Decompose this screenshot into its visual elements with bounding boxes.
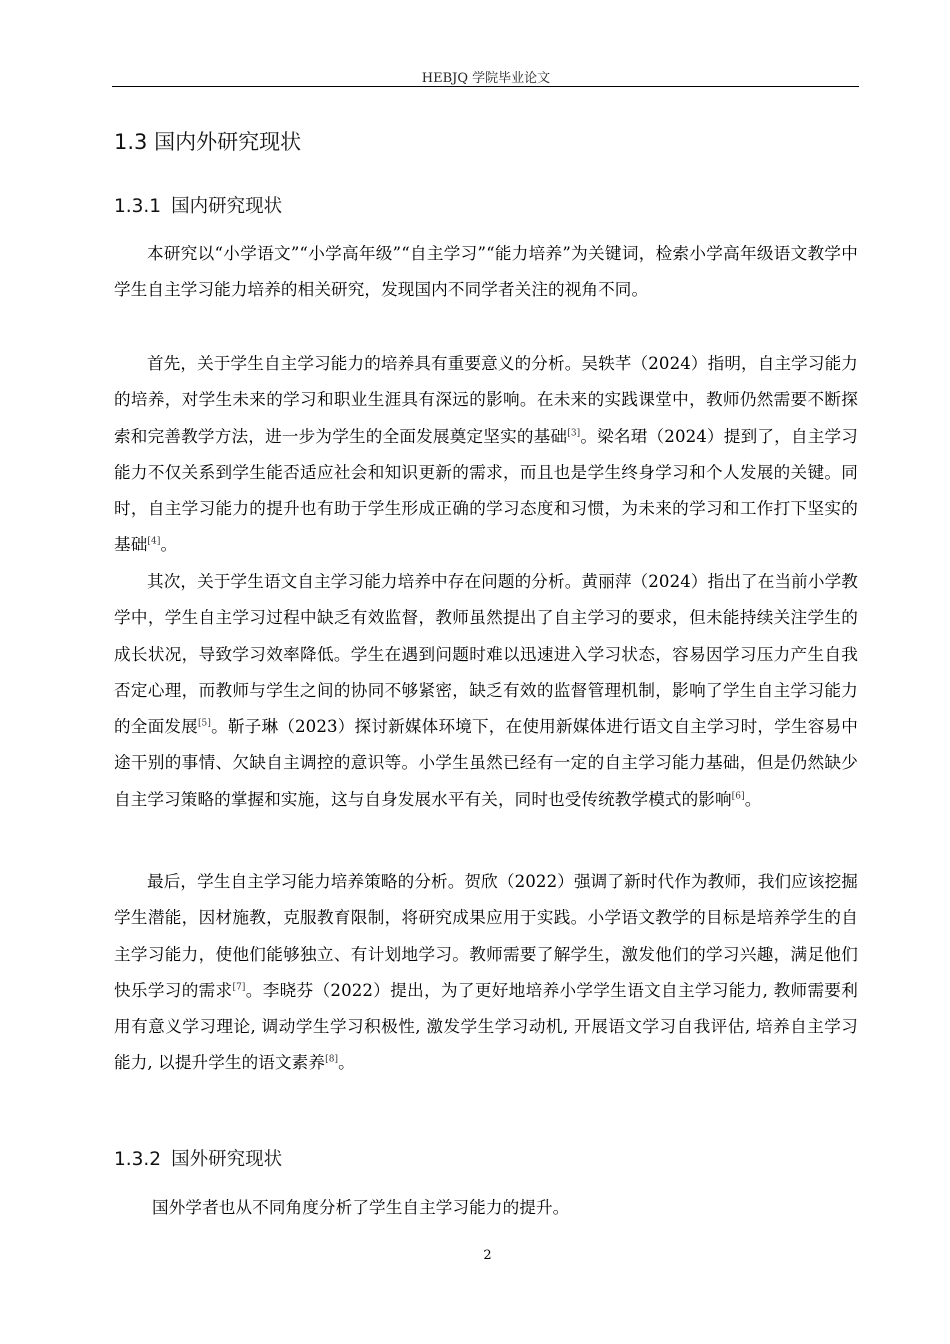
paragraph-text: 。 [338, 1053, 355, 1073]
subsection-heading-domestic [114, 192, 282, 218]
paragraph-text: 最后，学生自主学习能力培养策略的分析。贺欣（2022）强调了新时代作为教师，我们应该挖掘学生潜能，因材施教，克服教育限制，将研究成果应用于实践。小学语文教学的目标是培养学生的自主学习能力，使他们能够独立、有计划地学习。教师需要了解学生，激发他们的学习兴趣，满足他们快乐学习的需求 [114, 872, 858, 1000]
subsection-title: 国外研究现状 [171, 1149, 283, 1170]
header-rule [112, 86, 859, 87]
citation-ref: [4] [147, 536, 161, 547]
subsection-number: 1.3.2 [114, 1149, 162, 1170]
section-heading: 1.3 国内外研究现状 [114, 130, 302, 154]
paragraph-strategies [114, 864, 858, 1082]
citation-ref: [3] [567, 428, 581, 439]
paragraph-text: 。李晓芬（2022）提出，为了更好地培养小学学生语文自主学习能力, 教师需要利用有意义学习理论, 调动学生学习积极性, 激发学生学习动机, 开展语文学习自我评估, 培养自主学习能力, 以提升学生的语文素养 [114, 980, 858, 1073]
paragraph-problems [114, 564, 858, 818]
paragraph-text: 首先，关于学生自主学习能力的培养具有重要意义的分析。吴轶芊（2024）指明，自主学习能力的培养，对学生未来的学习和职业生涯具有深远的影响。在未来的实践课堂中，教师仍然需要不断探索和完善教学方法，进一步为学生的全面发展奠定坚实的基础 [114, 354, 858, 446]
page-number: 2 [483, 1248, 492, 1263]
paragraph-significance [114, 346, 858, 564]
subsection-heading-foreign [114, 1145, 282, 1171]
paragraph-text: 。靳子琳（2023）探讨新媒体环境下，在使用新媒体进行语文自主学习时，学生容易中途干别的事情、欠缺自主调控的意识等。小学生虽然已经有一定的自主学习能力基础，但是仍然缺少自主学习策略的掌握和实施，这与自身发展水平有关，同时也受传统教学模式的影响 [114, 717, 859, 809]
subsection-number: 1.3.1 [114, 196, 162, 217]
paragraph-text: 其次，关于学生语文自主学习能力培养中存在问题的分析。黄丽萍（2024）指出了在当前小学教学中，学生自主学习过程中缺乏有效监督，教师虽然提出了自主学习的要求，但未能持续关注学生的成长状况，导致学习效率降低。学生在遇到问题时难以迅速进入学习状态，容易因学习压力产生自我否定心理，而教师与学生之间的协同不够紧密，缺乏有效的监督管理机制，影响了学生自主学习能力的全面发展 [114, 572, 858, 737]
citation-ref: [5] [197, 718, 211, 729]
paragraph-text: 。 [744, 789, 762, 809]
running-header: HEBJQ 学院毕业论文 [421, 71, 551, 86]
paragraph-text: 。 [160, 535, 178, 555]
paragraph-text: 。梁名珺（2024）提到了，自主学习能力不仅关系到学生能否适应社会和知识更新的需求，而且也是学生终身学习和个人发展的关键。同时，自主学习能力的提升也有助于学生形成正确的学习态度和习惯，为未来的学习和工作打下坚实的基础 [114, 426, 859, 555]
citation-ref: [6] [731, 791, 745, 802]
paragraph-foreign-intro: 国外学者也从不同角度分析了学生自主学习能力的提升。 [152, 1198, 570, 1217]
citation-ref: [8] [325, 1054, 339, 1065]
subsection-title: 国内研究现状 [171, 196, 283, 217]
citation-ref: [7] [232, 982, 246, 993]
paragraph-intro: 本研究以“小学语文”“小学高年级”“自主学习”“能力培养”为关键词，检索小学高年级语文教学中学生自主学习能力培养的相关研究，发现国内不同学者关注的视角不同。 [114, 244, 858, 300]
